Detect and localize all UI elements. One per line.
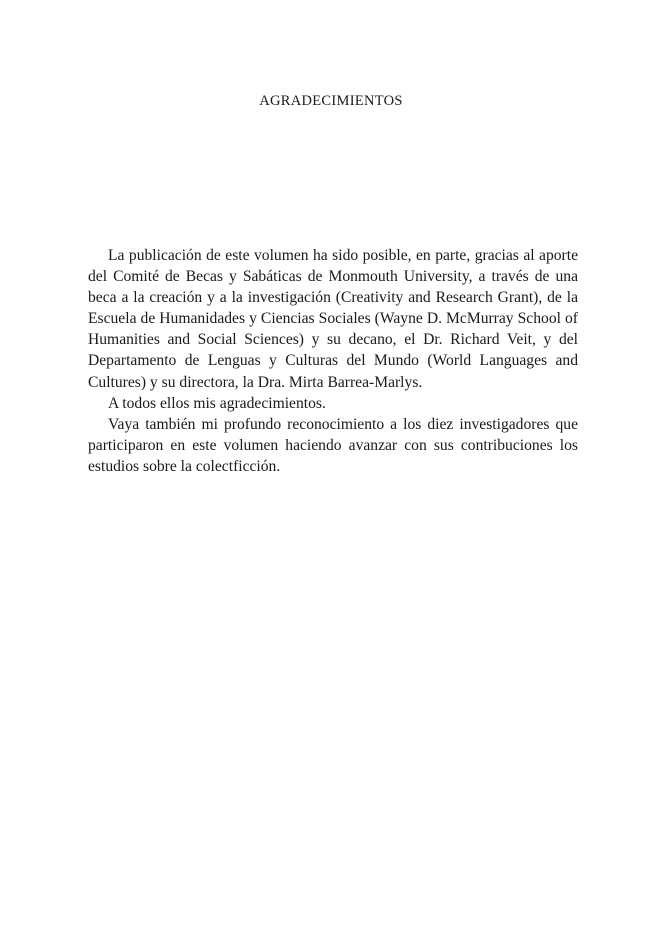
paragraph-researchers: Vaya también mi profundo reconocimiento a los diez investigadores que participaron en este volumen haciendo avanzar con sus contribuciones los estudios sobre la colectficción. [88,415,578,475]
page-heading: AGRADECIMIENTOS [259,93,403,109]
acknowledgements-body [88,245,578,477]
paragraph-thanks: A todos ellos mis agradecimientos. [108,394,326,412]
paragraph-funding: La publicación de este volumen ha sido posible, en parte, gracias al aporte del Comité de Becas y Sabáticas de Monmouth University, a través de una beca a la creación y a la investigación (Creativity and Research Grant), de la Escuela de Humanidades y Ciencias Sociales (Wayne D. McMurray School of Humanities and Social Sciences) y su decano, el Dr. Richard Veit, y del Departamento de Lenguas y Culturas del Mundo (World Languages and Cultures) y su directora, la Dra. Mirta Barrea-Marlys. [88,247,578,391]
